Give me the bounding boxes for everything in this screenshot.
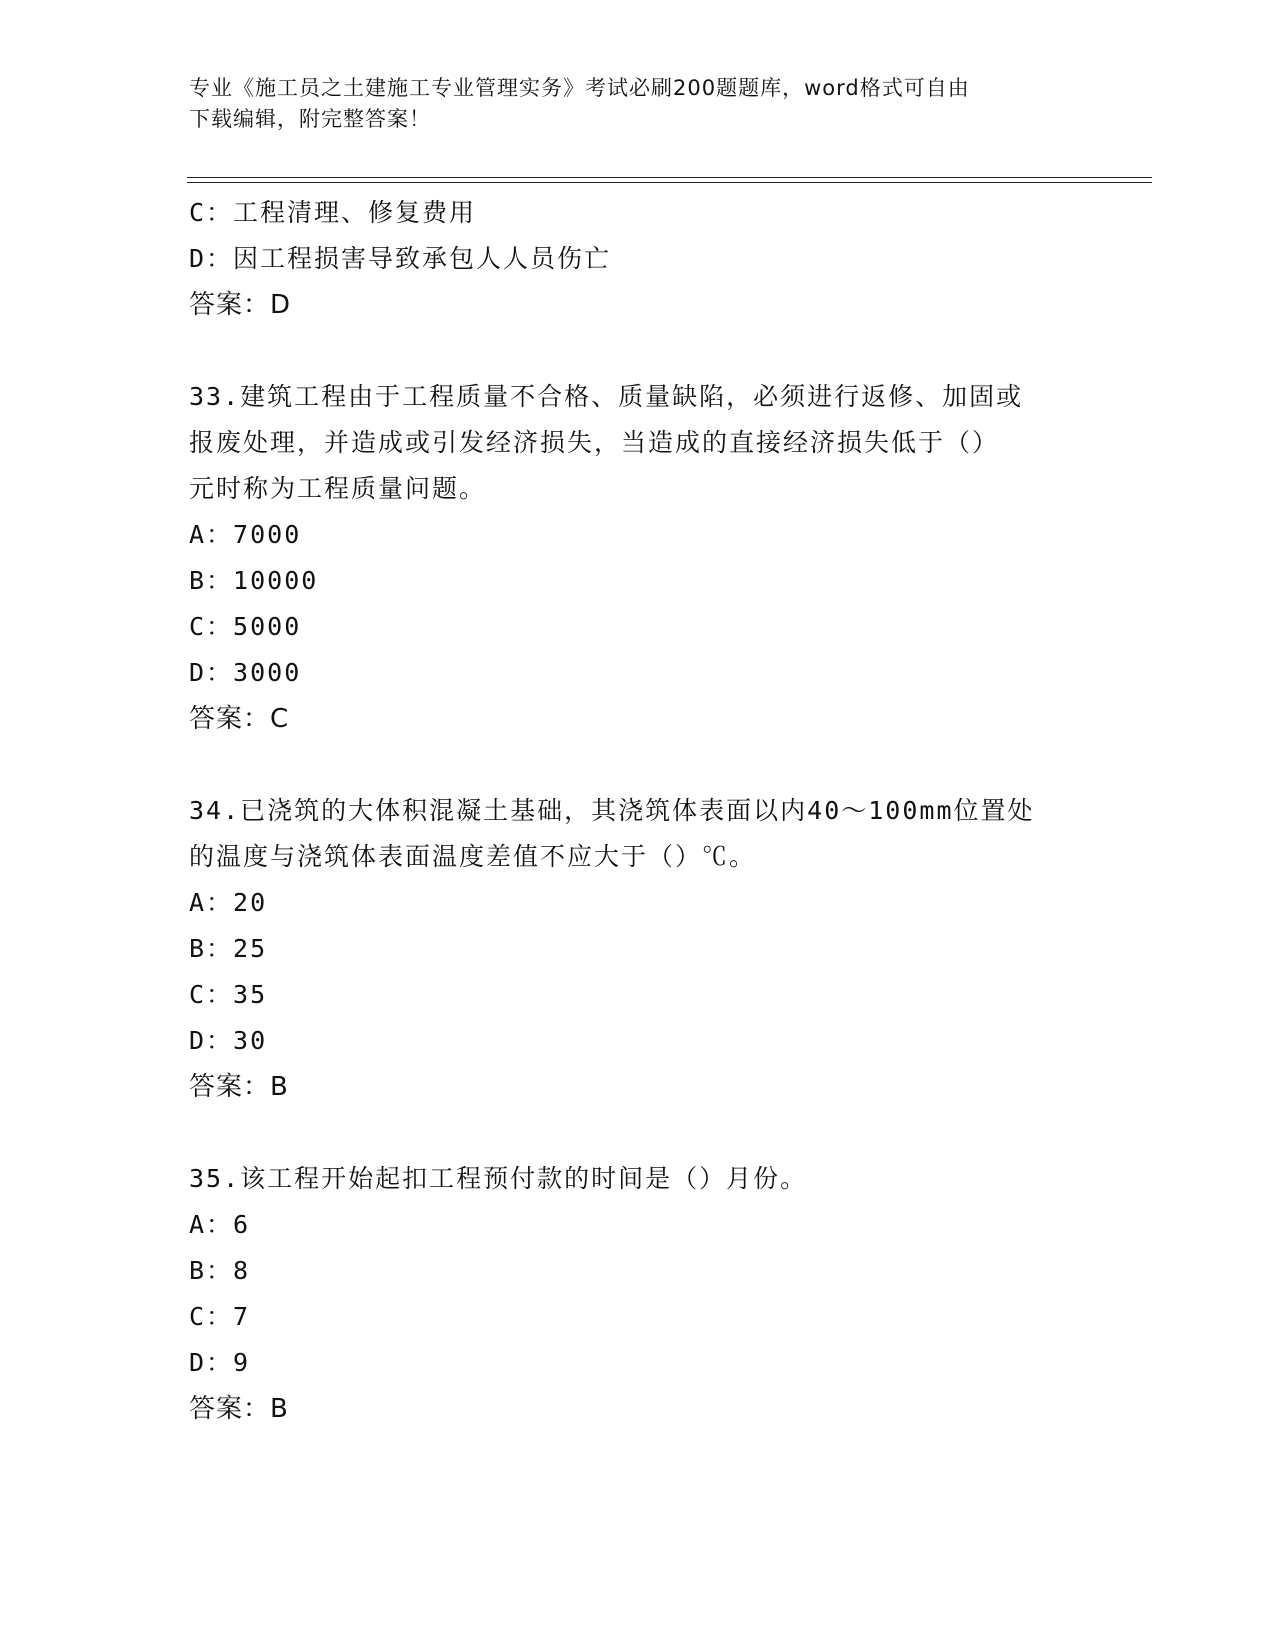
header-divider-top: [187, 177, 1152, 178]
option-d: D：因工程损害导致承包人人员伤亡: [189, 244, 612, 273]
question-text-line: 报废处理，并造成或引发经济损失，当造成的直接经济损失低于（）: [189, 428, 1000, 457]
option-a: A：6: [189, 1210, 251, 1239]
question-text-line: 34.已浇筑的大体积混凝土基础，其浇筑体表面以内40～100mm位置处: [189, 796, 1035, 825]
answer: 答案：D: [189, 290, 292, 320]
option-a: A：20: [189, 888, 268, 917]
question-text-line: 33.建筑工程由于工程质量不合格、质量缺陷，必须进行返修、加固或: [189, 382, 1024, 411]
question-35: [189, 1156, 1089, 1432]
question-33: [189, 374, 1089, 742]
option-c: C：7: [189, 1302, 251, 1331]
answer: 答案：B: [189, 1072, 289, 1102]
question-34: [189, 788, 1089, 1110]
option-b: B：25: [189, 934, 268, 963]
question-text-line: 元时称为工程质量问题。: [189, 474, 487, 503]
option-b: B：10000: [189, 566, 319, 595]
question-list: [189, 190, 1089, 1432]
answer: 答案：B: [189, 1394, 289, 1424]
option-d: D：9: [189, 1348, 251, 1377]
option-a: A：7000: [189, 520, 302, 549]
option-d: D：30: [189, 1026, 268, 1055]
option-c: C：工程清理、修复费用: [189, 198, 477, 227]
question-text-line: 35.该工程开始起扣工程预付款的时间是（）月份。: [189, 1164, 808, 1193]
document-header: [189, 73, 1089, 135]
previous-question-tail: [189, 190, 1089, 328]
question-text-line: 的温度与浇筑体表面温度差值不应大于（）℃。: [189, 842, 757, 871]
option-c: C：35: [189, 980, 268, 1009]
option-c: C：5000: [189, 612, 302, 641]
answer: 答案：C: [189, 704, 290, 734]
header-line-1: 专业《施工员之土建施工专业管理实务》考试必刷200题题库，word格式可自由: [189, 76, 970, 100]
header-divider-bottom: [187, 182, 1152, 183]
header-line-2: 下载编辑，附完整答案！: [189, 107, 431, 131]
option-d: D：3000: [189, 658, 302, 687]
option-b: B：8: [189, 1256, 251, 1285]
